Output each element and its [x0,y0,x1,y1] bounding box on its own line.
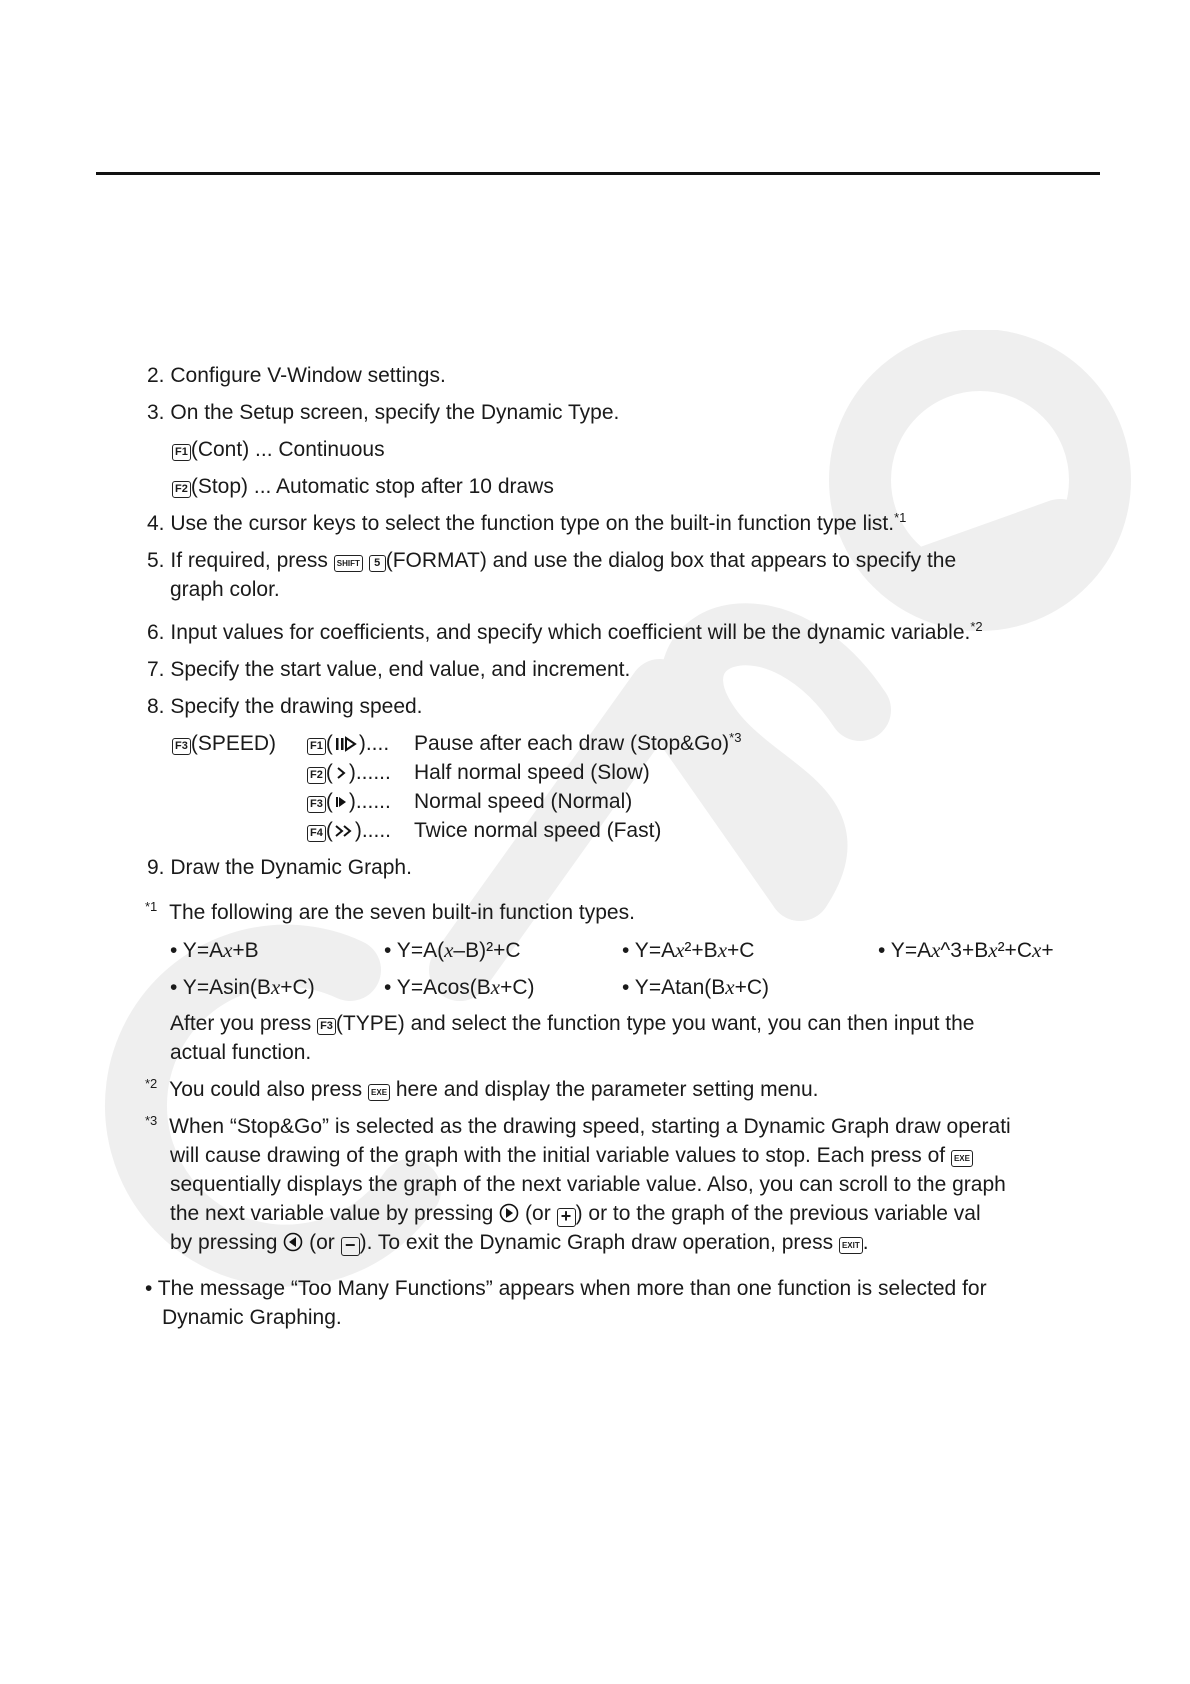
exe-key-icon: EXE [951,1150,973,1167]
speed-option-stopgo: F1 ( ).... [307,732,389,756]
f1-key-icon: F1 [307,738,326,755]
step-9: 9. Draw the Dynamic Graph. [147,856,412,879]
note-1-after: After you press F3 (TYPE) and select the function type you want, you can then input the [170,1012,975,1035]
five-key-icon: 5 [369,555,386,572]
minus-key-icon: − [341,1237,360,1256]
pause-go-icon [333,736,359,752]
note-3-line-3: sequentially displays the graph of the next variable value. Also, you can scroll to the graph [170,1173,1006,1196]
step-5: 5. If required, press SHIFT 5 (FORMAT) and use the dialog box that appears to specify the [147,549,957,572]
dynamic-type-cont: F1 (Cont) ... Continuous [172,438,385,462]
left-cursor-key-icon [283,1232,303,1252]
speed-option-fast-desc: Twice normal speed (Fast) [414,819,662,842]
f3-key-icon: F3 [307,796,326,813]
function-type-6: • Y=Acos(Bx+C) [384,975,535,999]
step-5-cont: graph color. [170,578,280,601]
note-3-line-4: the next variable value by pressing (or + ) or to the graph of the previous variable val [170,1202,981,1226]
function-type-1: • Y=Ax+B [170,938,259,962]
f3-key-icon: F3 [172,738,191,755]
speed-option-normal-desc: Normal speed (Normal) [414,790,633,813]
f2-key-icon: F2 [307,767,326,784]
function-type-4: • Y=Ax^3+Bx²+Cx+ [878,938,1054,962]
note-2: $^{*2}$ You could also press EXE here and display the parameter setting menu. [145,1076,819,1101]
step-6: 6. Input values for coefficients, and specify which coefficient will be the dynamic variable.$^{*2}$ [147,619,983,644]
speed-option-normal: F3 ( )...... [307,790,391,814]
exit-key-icon: EXIT [839,1237,863,1254]
step-3: 3. On the Setup screen, specify the Dynamic Type. [147,401,620,424]
speed-prefix: F3 (SPEED) [172,732,276,756]
fast-speed-icon [333,823,355,839]
note-1-after-cont: actual function. [170,1041,312,1064]
function-type-3: • Y=Ax²+Bx+C [622,938,755,962]
too-many-functions-note: • The message “Too Many Functions” appears when more than one function is selected for [145,1277,987,1300]
step-7: 7. Specify the start value, end value, and increment. [147,658,631,681]
too-many-functions-note-cont: Dynamic Graphing. [162,1306,342,1329]
note-3: $^{*3}$ When “Stop&Go” is selected as the drawing speed, starting a Dynamic Graph draw operati [145,1113,1011,1138]
note-1: $^{*1}$ The following are the seven built-in function types. [145,899,635,924]
speed-option-slow: F2 ( )...... [307,761,391,785]
speed-option-slow-desc: Half normal speed (Slow) [414,761,650,784]
note-3-line-5: by pressing (or − ). To exit the Dynamic Graph draw operation, press EXIT . [170,1231,869,1255]
shift-key-icon: SHIFT [334,555,363,572]
normal-speed-icon [333,794,349,810]
step-2: 2. Configure V-Window settings. [147,364,446,387]
step-4: 4. Use the cursor keys to select the function type on the built-in function type list.$^{*1}$ [147,510,907,535]
function-type-5: • Y=Asin(Bx+C) [170,975,315,999]
right-cursor-key-icon [499,1203,519,1223]
plus-key-icon: + [557,1208,576,1227]
dynamic-type-stop: F2 (Stop) ... Automatic stop after 10 draws [172,475,554,499]
f4-key-icon: F4 [307,825,326,842]
exe-key-icon: EXE [368,1084,390,1101]
step-8: 8. Specify the drawing speed. [147,695,423,718]
f1-key-icon: F1 [172,444,191,461]
note-3-line-2: will cause drawing of the graph with the initial variable values to stop. Each press of EXE [170,1144,973,1168]
speed-option-stopgo-desc: Pause after each draw (Stop&Go)$^{*3}$ [414,730,742,755]
slow-speed-icon [333,765,349,781]
function-type-2: • Y=A(x–B)²+C [384,938,521,962]
f2-key-icon: F2 [172,481,191,498]
function-type-7: • Y=Atan(Bx+C) [622,975,770,999]
speed-option-fast: F4 ( )..... [307,819,391,843]
f3-key-icon: F3 [317,1018,336,1035]
